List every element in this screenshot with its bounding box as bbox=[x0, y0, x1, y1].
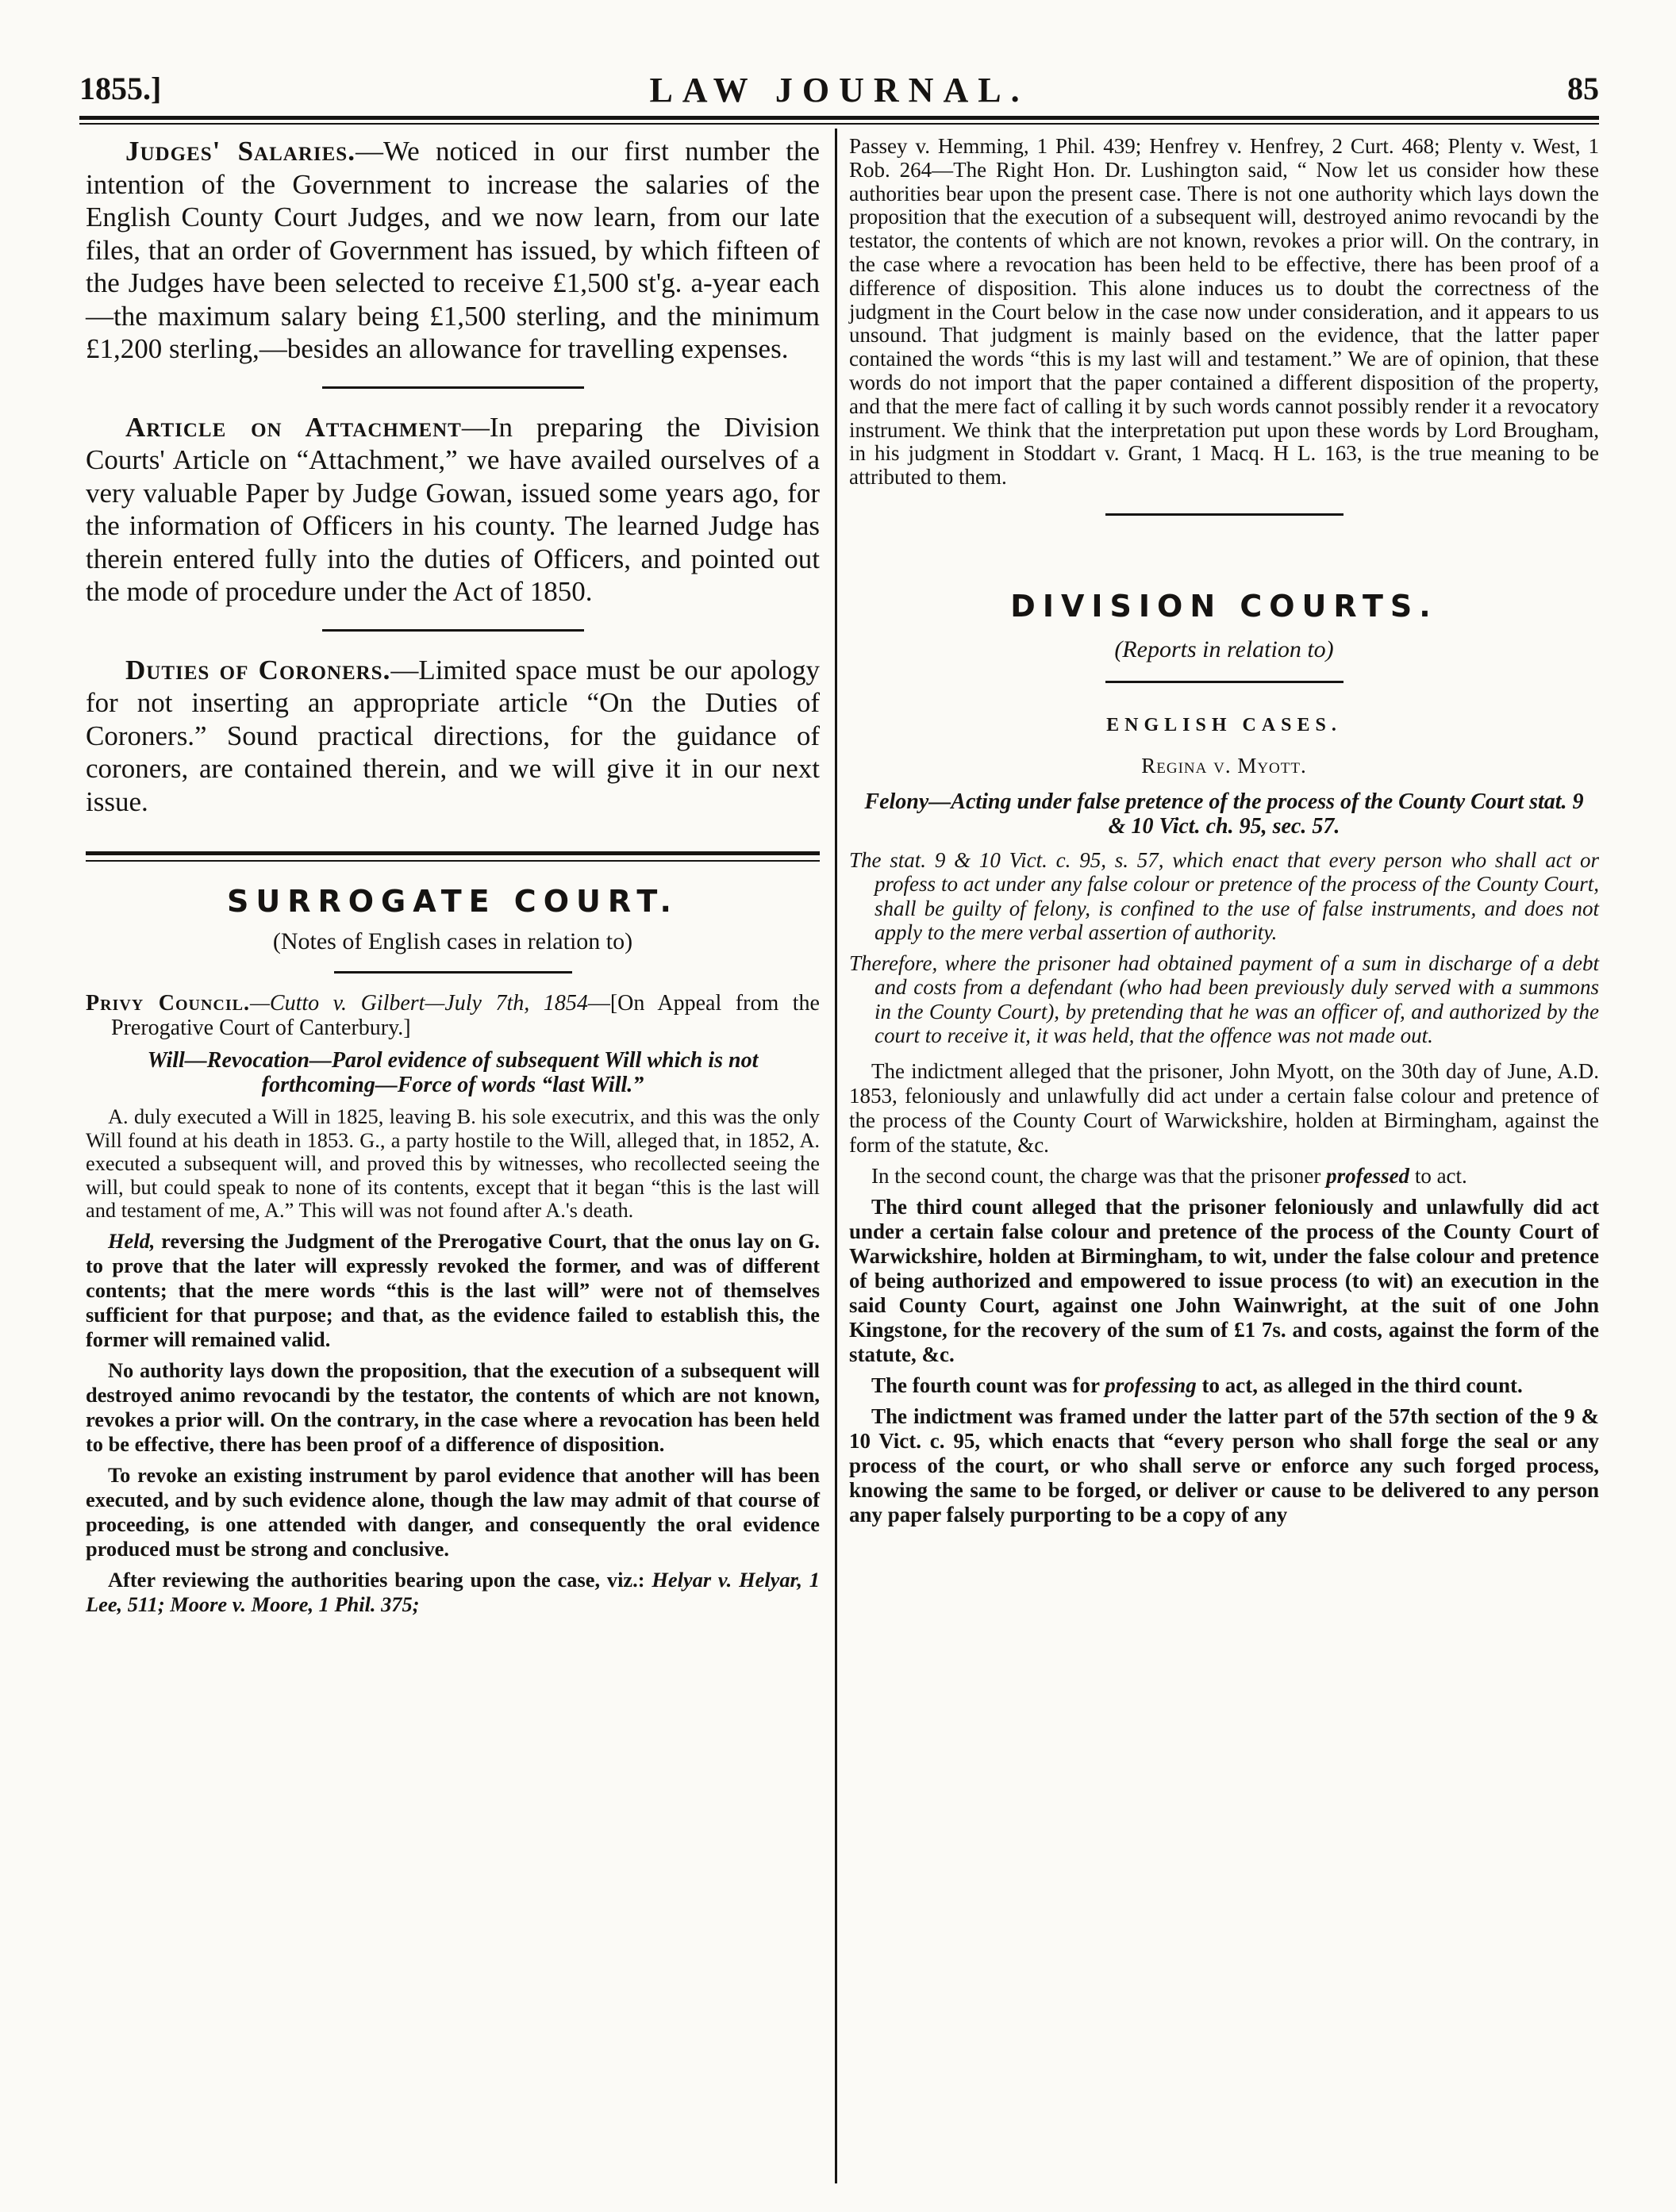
header-title: LAW JOURNAL. bbox=[649, 71, 1029, 109]
third-count-paragraph: The third count alleged that the prisoner feloniously and unlawfully did act under a certain false colour and pretence of the process of the County Court of Warwickshire, holden at Birmingham, to wit, under the false colour and pretence of being authorized and empowered to issue process (to wit) an execution in the said County Court, against one John Wainwright, at the suit of one John Kingstone, for the recovery of the sum of £1 7s. and costs, against the form of the statute, &c. bbox=[849, 1194, 1599, 1366]
fourth-count-text: The fourth count was for bbox=[871, 1373, 1105, 1397]
judges-salaries-text: —We noticed in our first number the intention of the Government to increase the salaries of the English County Court Judges, and we now learn, from our late files, that an order of Government has issued, by which fifteen of the Judges have been selected to receive £1,500 st'g. a-year each—the maximum salary being £1,500 sterling, and the minimum £1,200 sterling,—besides an allowance for travelling expenses. bbox=[86, 136, 821, 364]
header-rule-thick bbox=[79, 116, 1599, 120]
coroners-heading: Duties of Coroners. bbox=[125, 654, 391, 685]
indictment-paragraph: The indictment alleged that the prisoner, John Myott, on the 30th day of June, A.D. 1853, feloniously and unlawfully did act under a certain false colour and pretence of the process of the County Court of Warwickshire, holden at Birmingham, against the form of the statute, &c. bbox=[849, 1058, 1599, 1157]
fourth-count-paragraph bbox=[849, 1373, 1599, 1398]
second-count-paragraph bbox=[849, 1164, 1599, 1189]
surrogate-court-subtitle: (Notes of English cases in relation to) bbox=[272, 928, 633, 954]
case-name: Regina v. Myott. bbox=[1141, 753, 1307, 778]
section-divider bbox=[1105, 681, 1343, 683]
surrogate-court-title: SURROGATE COURT. bbox=[227, 884, 678, 919]
division-courts-subtitle: (Reports in relation to) bbox=[1114, 636, 1334, 662]
held-label: Held, bbox=[108, 1228, 156, 1253]
header-rule-thin bbox=[79, 123, 1599, 125]
section-divider bbox=[334, 971, 572, 974]
lushington-judgment: Passey v. Hemming, 1 Phil. 439; Henfrey v. Henfrey, 2 Curt. 468; Plenty v. West, 1 Rob. 264—The Right Hon. Dr. Lushington said, “ Now let us consider how these authorities bear upon the present case. There is not one authority which lays down the proposition that the execution of a subsequent will, destroyed animo revocandi by the testator, the contents of which are not known, revokes a prior will. On the contrary, in the case where a revocation has been held to be effective, there has been proof of a difference of disposition. This alone induces us to doubt the correctness of the judgment in the Court below in the case now under consideration, and it appears to us unsound. That judgment is mainly based on the evidence, that the latter paper contained the words “this is my last will and testament.” We are of opinion, that these words do not import that the paper contained a different disposition of the property, and that the mere fact of calling it by such words cannot possibly render it a revocatory instrument. We think that the interpretation put upon these words by Lord Brougham, in his judgment in Stoddart v. Grant, 1 Macq. H L. 163, is the true meaning to be attributed to them. bbox=[849, 134, 1599, 490]
authorities-intro: After reviewing the authorities bearing upon the case, viz.: bbox=[108, 1567, 645, 1592]
running-header bbox=[79, 70, 1599, 117]
case-headnote: Will—Revocation—Parol evidence of subsequent Will which is not forthcoming—Force of words “last Will.” bbox=[147, 1048, 759, 1097]
case-court-label: Privy Council. bbox=[86, 991, 250, 1016]
attachment-heading: Article on Attachment bbox=[125, 411, 462, 443]
authority-paragraph: No authority lays down the proposition, that the execution of a subsequent will destroyed animo revocandi by the testator, the contents of which are not known, revokes a prior will. On the contrary, in the case where a revocation has been held to be effective, there has been proof of a difference of disposition. bbox=[86, 1358, 820, 1456]
second-count-text: In the second count, the charge was that the prisoner bbox=[871, 1163, 1327, 1188]
second-count-emphasis: professed bbox=[1326, 1163, 1410, 1188]
attachment-text: —In preparing the Division Courts' Article on “Attachment,” we have availed ourselves of a very valuable Paper by Judge Gowan, issued some years ago, for the information of Officers in his county. The learned Judge has therein entered fully into the duties of Officers, and pointed out the mode of procedure under the Act of 1850. bbox=[86, 411, 820, 607]
headnote-statute: The stat. 9 & 10 Vict. c. 95, s. 57, which enact that every person who shall act or profess to act under any false colour or pretence of the process of the County Court, shall be guilty of felony, is confined to the use of false instruments, and does not apply to the mere verbal assertion of authority. bbox=[849, 847, 1599, 945]
judges-salaries-paragraph bbox=[86, 135, 820, 366]
fourth-count-end: to act, as alleged in the third count. bbox=[1196, 1373, 1523, 1397]
division-courts-title: DIVISION COURTS. bbox=[1010, 588, 1438, 624]
statute-paragraph: The indictment was framed under the latter part of the 57th section of the 9 & 10 Vict. c. 95, which enacts that “every person who shall forge the seal or any process of the court, or who shall serve or enforce any such forged process, knowing the same to be forged, or deliver or cause to be delivered to any person any paper falsely purporting to be a copy of any bbox=[849, 1404, 1599, 1527]
authorities-list: Helyar v. Helyar, 1 Lee, 511; Moore v. Moore, 1 Phil. 375; bbox=[86, 1567, 820, 1616]
judges-salaries-heading: Judges' Salaries. bbox=[125, 136, 356, 167]
case-appeal: —[On Appeal from the Prerogative Court of Canterbury.] bbox=[111, 991, 820, 1040]
case-held-paragraph bbox=[86, 1229, 820, 1352]
case-facts-paragraph: A. duly executed a Will in 1825, leaving B. his sole executrix, and this was the only Will found at his death in 1853. G., a party hostile to the Will, alleged that, in 1852, A. executed a subsequent will, and proved this by witnesses, who recollected seeing the will, but could speak to none of its contents, except that it began “this is the last will and testament of me, A.” This will was not found after A.'s death. bbox=[86, 1104, 820, 1222]
fourth-count-emphasis: professing bbox=[1105, 1373, 1197, 1397]
coroners-paragraph bbox=[86, 654, 820, 819]
case-title: —Cutto v. Gilbert—July 7th, 1854 bbox=[250, 991, 588, 1016]
headnote-felony: Felony—Acting under false pretence of the process of the County Court stat. 9 & 10 Vict. ch. 95, sec. 57. bbox=[864, 789, 1584, 839]
held-text: reversing the Judgment of the Prerogative Court, that the onus lay on G. to prove that the later will expressly revoked the former, and was of different contents; that the mere words “this is the last will” were not of themselves sufficient for that purpose; and that, as the evidence failed to establish this, the former will remained valid. bbox=[86, 1228, 820, 1351]
double-rule bbox=[86, 851, 820, 862]
section-divider bbox=[1105, 513, 1343, 516]
attachment-paragraph bbox=[86, 411, 820, 609]
second-count-end: to act. bbox=[1409, 1163, 1467, 1188]
section-divider bbox=[322, 629, 584, 632]
english-cases-heading: ENGLISH CASES. bbox=[1106, 714, 1342, 735]
page-number: 85 bbox=[1567, 71, 1599, 106]
section-divider bbox=[322, 386, 584, 389]
headnote-therefore: Therefore, where the prisoner had obtained payment of a sum in discharge of a debt and costs from a defendant (who had been previously duly served with a summons in the County Court), by pretending that he was an officer of, and authorized by the court to receive it, it was held, that the offence was not made out. bbox=[849, 950, 1599, 1048]
left-column bbox=[86, 135, 820, 1617]
column-divider bbox=[835, 129, 837, 2183]
coroners-text: —Limited space must be our apology for not inserting an appropriate article “On the Duties of Coroners.” Sound practical directions, for the guidance of coroners, are contained therein, and we will give it in our next issue. bbox=[86, 654, 820, 817]
authorities-review-paragraph bbox=[86, 1568, 820, 1617]
case-citation bbox=[86, 991, 820, 1040]
header-year: 1855.] bbox=[79, 71, 162, 106]
parol-evidence-paragraph: To revoke an existing instrument by parol evidence that another will has been executed, and by such evidence alone, though the law may admit of that course of proceeding, is one attended with danger, and consequently the oral evidence produced must be strong and conclusive. bbox=[86, 1462, 820, 1561]
right-column bbox=[849, 135, 1599, 1527]
